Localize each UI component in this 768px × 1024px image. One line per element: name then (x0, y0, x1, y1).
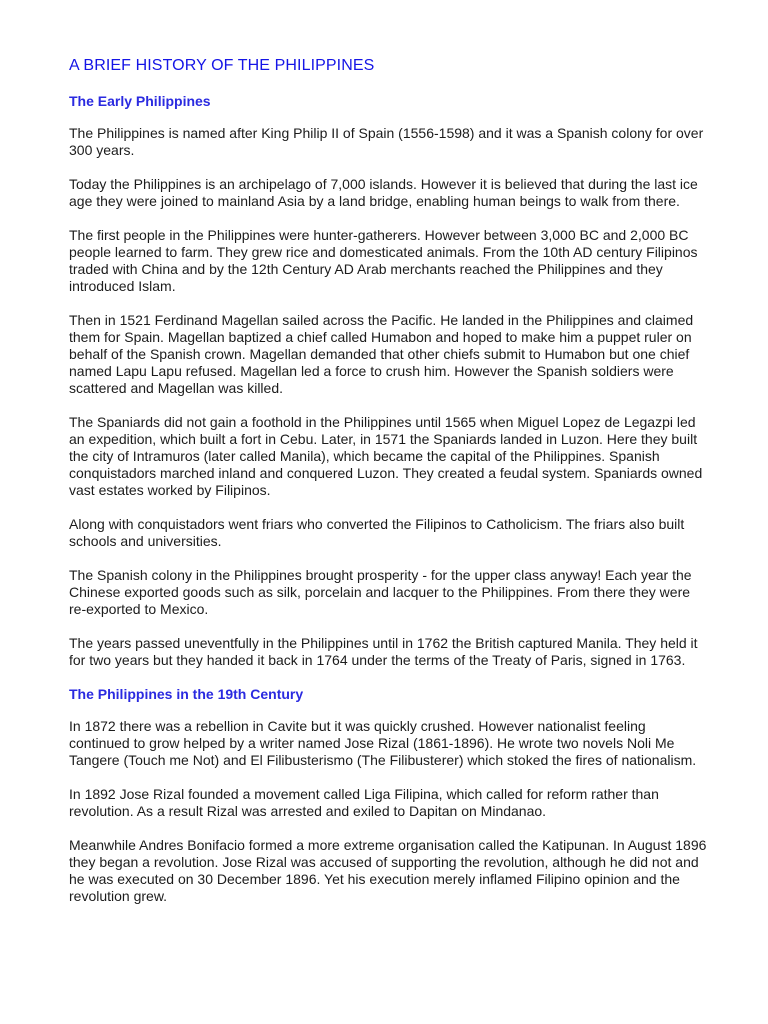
section-heading-19th-century: The Philippines in the 19th Century (69, 686, 304, 702)
paragraph: Today the Philippines is an archipelago of 7,000 islands. However it is believed that during the last ice age they were joined to mainland Asia by a land bridge, enabling human beings to walk from there. (69, 176, 698, 209)
paragraph: Along with conquistadors went friars who converted the Filipinos to Catholicism. The friars also built schools and universities. (69, 516, 685, 549)
document-title: A BRIEF HISTORY OF THE PHILIPPINES (69, 57, 375, 74)
paragraph: In 1872 there was a rebellion in Cavite but it was quickly crushed. However nationalist feeling continued to grow helped by a writer named Jose Rizal (1861-1896). He wrote two novels Noli Me Tangere (Touch me Not) and El Filibusterismo (The Filibusterer) which stoked the fires of nationalism. (69, 718, 697, 768)
paragraph: The first people in the Philippines were hunter-gatherers. However between 3,000 BC and 2,000 BC people learned to farm. They grew rice and domesticated animals. From the 10th AD century Filipinos traded with China and by the 12th Century AD Arab merchants reached the Philippines and they introduced Islam. (69, 227, 698, 294)
paragraph: The Philippines is named after King Philip II of Spain (1556-1598) and it was a Spanish colony for over 300 years. (69, 125, 704, 158)
section-heading-early-philippines: The Early Philippines (69, 93, 211, 109)
paragraph: The years passed uneventfully in the Philippines until in 1762 the British captured Manila. They held it for two years but they handed it back in 1764 under the terms of the Treaty of Paris, signed in 1763. (69, 635, 698, 668)
paragraph: Then in 1521 Ferdinand Magellan sailed across the Pacific. He landed in the Philippines and claimed them for Spain. Magellan baptized a chief called Humabon and hoped to make him a puppet ruler on behalf of the Spanish crown. Magellan demanded that other chiefs submit to Humabon but one chief named Lapu Lapu refused. Magellan led a force to crush him. However the Spanish soldiers were scattered and Magellan was killed. (69, 312, 694, 396)
paragraph: In 1892 Jose Rizal founded a movement called Liga Filipina, which called for reform rather than revolution. As a result Rizal was arrested and exiled to Dapitan on Mindanao. (69, 786, 659, 819)
paragraph: The Spaniards did not gain a foothold in the Philippines until 1565 when Miguel Lopez de Legazpi led an expedition, which built a fort in Cebu. Later, in 1571 the Spaniards landed in Luzon. Here they built the city of Intramuros (later called Manila), which became the capital of the Philippines. Spanish conquistadors marched inland and conquered Luzon. They created a feudal system. Spaniards owned vast estates worked by Filipinos. (69, 414, 703, 498)
document-page (69, 56, 709, 922)
paragraph: The Spanish colony in the Philippines brought prosperity - for the upper class anyway! Each year the Chinese exported goods such as silk, porcelain and lacquer to the Philippines. From there they were re-exported to Mexico. (69, 567, 692, 617)
paragraph: Meanwhile Andres Bonifacio formed a more extreme organisation called the Katipunan. In August 1896 they began a revolution. Jose Rizal was accused of supporting the revolution, although he did not and he was executed on 30 December 1896. Yet his execution merely inflamed Filipino opinion and the revolution grew. (69, 837, 707, 904)
